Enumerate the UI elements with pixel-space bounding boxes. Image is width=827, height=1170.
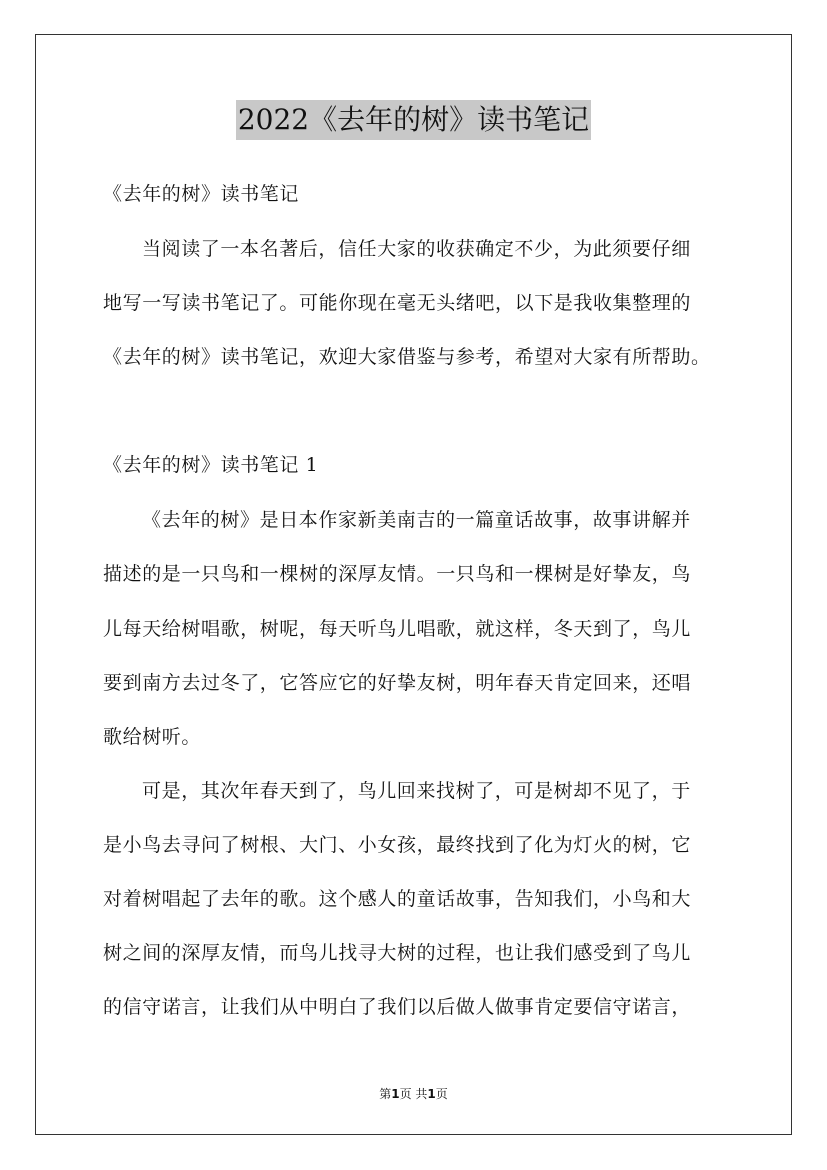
paragraph-line: 的信守诺言，让我们从中明白了我们以后做人做事肯定要信守诺言， (103, 996, 692, 1018)
page-footer (0, 1085, 827, 1102)
paragraph-line: 《去年的树》是日本作家新美南吉的一篇童话故事，故事讲解并 (142, 509, 691, 531)
footer-page-number: 1 (391, 1087, 400, 1101)
footer-total-pages: 1 (427, 1087, 436, 1101)
paragraph-line: 描述的是一只鸟和一棵树的深厚友情。一只鸟和一棵树是好挚友，鸟 (103, 563, 692, 585)
paragraph-line: 对着树唱起了去年的歌。这个感人的童话故事，告知我们，小鸟和大 (103, 888, 692, 910)
paragraph-line: 《去年的树》读书笔记，欢迎大家借鉴与参考，希望对大家有所帮助。 (103, 346, 711, 368)
paragraph-line: 地写一写读书笔记了。可能你现在毫无头绪吧，以下是我收集整理的 (103, 292, 692, 314)
paragraph-line: 歌给树听。 (103, 726, 202, 748)
paragraph-line: 要到南方去过冬了，它答应它的好挚友树，明年春天肯定回来，还唱 (103, 672, 692, 694)
paragraph-line: 是小鸟去寻问了树根、大门、小女孩，最终找到了化为灯火的树，它 (103, 834, 692, 856)
paragraph-line: 可是，其次年春天到了，鸟儿回来找树了，可是树却不见了，于 (142, 780, 691, 802)
title-container (0, 100, 827, 140)
footer-mid: 页 共 (399, 1087, 428, 1101)
footer-suffix: 页 (435, 1087, 448, 1101)
paragraph-line: 儿每天给树唱歌，树呢，每天听鸟儿唱歌，就这样，冬天到了，鸟儿 (103, 618, 692, 640)
section-heading: 《去年的树》读书笔记 1 (103, 454, 319, 476)
subtitle-line: 《去年的树》读书笔记 (103, 183, 300, 205)
paragraph-line: 当阅读了一本名著后，信任大家的收获确定不少，为此须要仔细 (142, 238, 691, 260)
footer-prefix: 第 (379, 1087, 392, 1101)
document-title: 2022《去年的树》读书笔记 (236, 100, 591, 140)
paragraph-line: 树之间的深厚友情，而鸟儿找寻大树的过程，也让我们感受到了鸟儿 (103, 942, 692, 964)
